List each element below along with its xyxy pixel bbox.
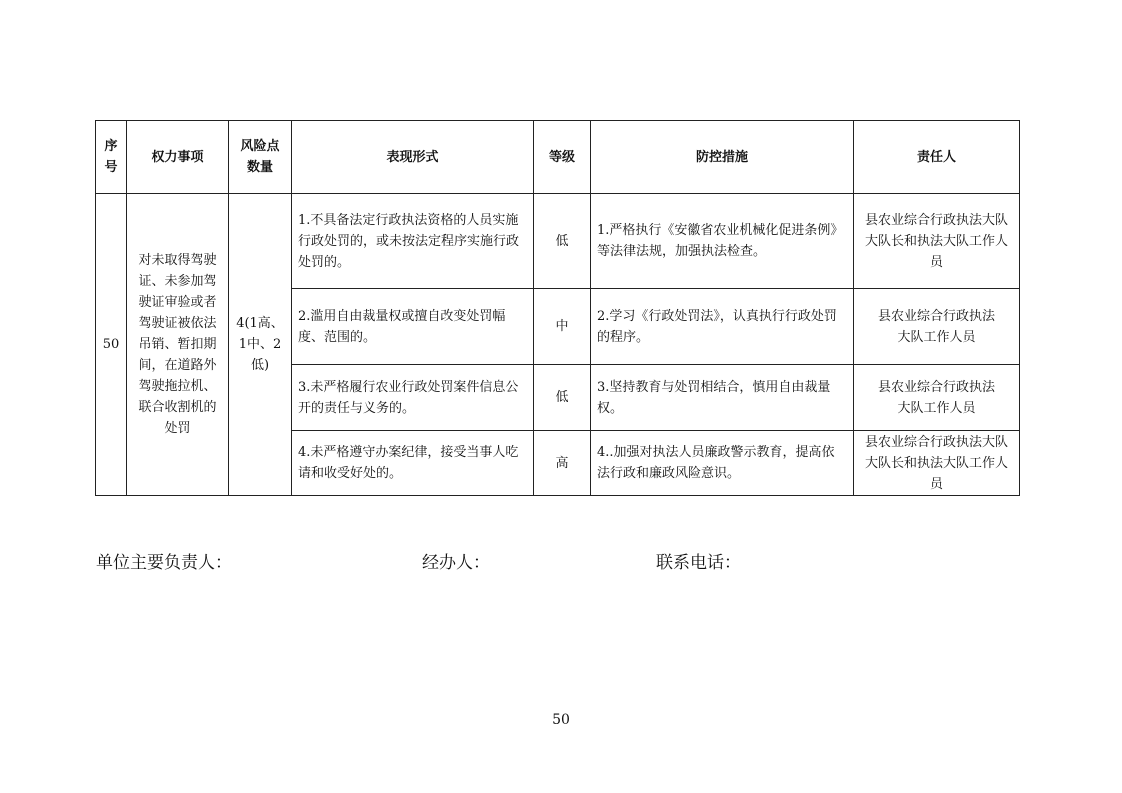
signature-leader-label: 单位主要负责人： xyxy=(96,553,232,573)
header-person: 责任人 xyxy=(854,121,1020,194)
risk-table xyxy=(95,120,1020,496)
cell-level: 高 xyxy=(534,431,591,496)
header-no: 序号 xyxy=(96,121,127,194)
signature-handler-label: 经办人： xyxy=(422,553,490,573)
cell-form: 2.滥用自由裁量权或擅自改变处罚幅度、范围的。 xyxy=(292,289,534,365)
header-measure: 防控措施 xyxy=(591,121,854,194)
cell-level: 低 xyxy=(534,365,591,431)
cell-measure: 3.坚持教育与处罚相结合，慎用自由裁量权。 xyxy=(591,365,854,431)
cell-measure: 1.严格执行《安徽省农业机械化促进条例》等法律法规，加强执法检查。 xyxy=(591,194,854,289)
cell-level: 中 xyxy=(534,289,591,365)
cell-form: 4.未严格遵守办案纪律，接受当事人吃请和收受好处的。 xyxy=(292,431,534,496)
table-header-row xyxy=(96,121,1020,194)
cell-form: 1.不具备法定行政执法资格的人员实施行政处罚的，或未按法定程序实施行政处罚的。 xyxy=(292,194,534,289)
cell-no: 50 xyxy=(96,194,127,496)
cell-person: 县农业综合行政执法大队大队长和执法大队工作人员 xyxy=(854,431,1020,496)
cell-measure: 2.学习《行政处罚法》，认真执行行政处罚的程序。 xyxy=(591,289,854,365)
cell-person: 县农业综合行政执法大队工作人员 xyxy=(854,365,1020,431)
header-item: 权力事项 xyxy=(127,121,229,194)
header-count: 风险点数量 xyxy=(229,121,292,194)
cell-person: 县农业综合行政执法大队工作人员 xyxy=(854,289,1020,365)
cell-item: 对未取得驾驶证、未参加驾驶证审验或者驾驶证被依法吊销、暂扣期间，在道路外驾驶拖拉机、联合收割机的处罚 xyxy=(127,194,229,496)
header-level: 等级 xyxy=(534,121,591,194)
cell-level: 低 xyxy=(534,194,591,289)
cell-form: 3.未严格履行农业行政处罚案件信息公开的责任与义务的。 xyxy=(292,365,534,431)
cell-person: 县农业综合行政执法大队大队长和执法大队工作人员 xyxy=(854,194,1020,289)
cell-count: 4(1高、1中、2低) xyxy=(229,194,292,496)
signature-phone-label: 联系电话： xyxy=(656,553,741,573)
table-row xyxy=(96,194,1020,289)
page-number: 50 xyxy=(552,712,570,728)
cell-measure: 4..加强对执法人员廉政警示教育，提高依法行政和廉政风险意识。 xyxy=(591,431,854,496)
header-form: 表现形式 xyxy=(292,121,534,194)
